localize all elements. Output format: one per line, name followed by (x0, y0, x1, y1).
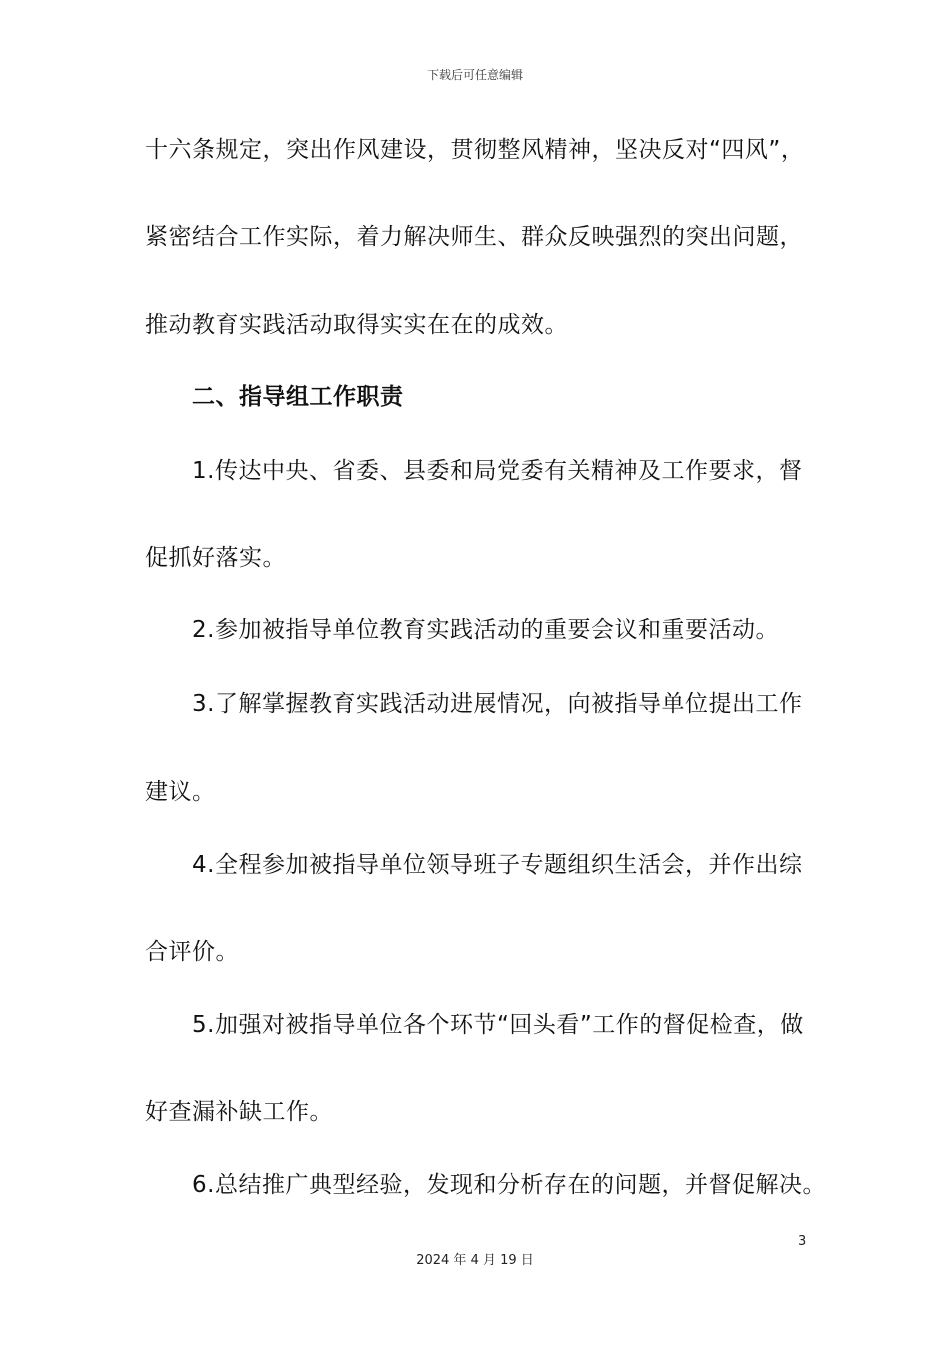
list-item-line: 建议。 (145, 779, 216, 805)
paragraph-line: 十六条规定，突出作风建设，贯彻整风精神，坚决反对“四风”， (145, 137, 805, 163)
list-item-line: 促抓好落实。 (145, 545, 286, 571)
list-item-line: 3.了解掌握教育实践活动进展情况，向被指导单位提出工作 (192, 691, 803, 717)
paragraph-line: 紧密结合工作实际，着力解决师生、群众反映强烈的突出问题， (145, 224, 803, 250)
list-item-line: 1.传达中央、省委、县委和局党委有关精神及工作要求，督 (192, 458, 803, 484)
list-item-line: 2.参加被指导单位教育实践活动的重要会议和重要活动。 (192, 617, 779, 643)
page-header: 下载后可任意编辑 (426, 68, 523, 82)
list-item-line: 4.全程参加被指导单位领导班子专题组织生活会，并作出综 (192, 852, 803, 878)
paragraph-line: 推动教育实践活动取得实实在在的成效。 (145, 312, 568, 338)
page-number: 3 (798, 1234, 807, 1249)
section-heading: 二、指导组工作职责 (192, 384, 404, 410)
list-item-line: 5.加强对被指导单位各个环节“回头看”工作的督促检查，做 (192, 1012, 804, 1038)
list-item-line: 6.总结推广典型经验，发现和分析存在的问题，并督促解决。 (192, 1172, 826, 1198)
footer-date: 2024 年 4 月 19 日 (416, 1253, 534, 1268)
list-item-line: 合评价。 (145, 939, 239, 965)
list-item-line: 好查漏补缺工作。 (145, 1099, 333, 1125)
